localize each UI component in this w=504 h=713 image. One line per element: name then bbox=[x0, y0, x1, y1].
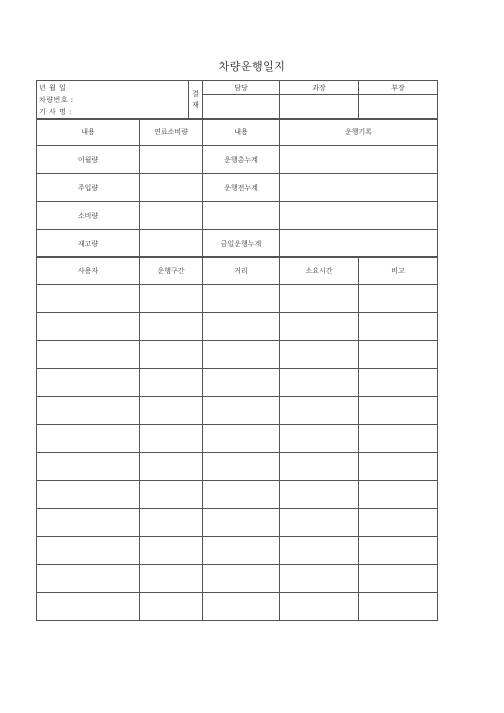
fuel-value-cell[interactable] bbox=[140, 146, 203, 174]
log-cell-duration[interactable] bbox=[280, 285, 359, 313]
record-row-label: 금일운행누계 bbox=[203, 230, 280, 258]
log-cell-duration[interactable] bbox=[280, 397, 359, 425]
log-cell-distance[interactable] bbox=[203, 397, 280, 425]
log-cell-distance[interactable] bbox=[203, 425, 280, 453]
log-cell-distance[interactable] bbox=[203, 593, 280, 621]
log-cell-user[interactable] bbox=[37, 509, 140, 537]
approver-staff: 담당 bbox=[203, 81, 280, 95]
record-row-label: 운행총누계 bbox=[203, 146, 280, 174]
fuel-header-consumption: 연료소비량 bbox=[140, 119, 203, 146]
log-header-user: 사용자 bbox=[37, 257, 140, 285]
trip-log-table bbox=[36, 256, 438, 621]
fuel-table bbox=[36, 118, 438, 258]
table-row bbox=[37, 509, 438, 537]
approval-char-1: 결 bbox=[192, 90, 199, 98]
vehicle-info-cell bbox=[37, 81, 189, 120]
signature-box-manager[interactable] bbox=[280, 95, 359, 120]
log-cell-duration[interactable] bbox=[280, 313, 359, 341]
table-row bbox=[37, 425, 438, 453]
log-cell-duration[interactable] bbox=[280, 425, 359, 453]
log-header-route: 운행구간 bbox=[140, 257, 203, 285]
page-title: 차량운행일지 bbox=[218, 60, 286, 73]
record-value-cell[interactable] bbox=[280, 230, 438, 258]
log-cell-remarks[interactable] bbox=[359, 341, 438, 369]
log-cell-remarks[interactable] bbox=[359, 593, 438, 621]
trip-log-body bbox=[37, 285, 438, 621]
fuel-value-cell[interactable] bbox=[140, 174, 203, 202]
log-cell-route[interactable] bbox=[140, 285, 203, 313]
fuel-row-label: 이월량 bbox=[37, 146, 140, 174]
log-cell-distance[interactable] bbox=[203, 453, 280, 481]
log-cell-user[interactable] bbox=[37, 397, 140, 425]
log-header-remarks: 비고 bbox=[359, 257, 438, 285]
table-row bbox=[37, 453, 438, 481]
log-cell-user[interactable] bbox=[37, 481, 140, 509]
approval-char-2: 재 bbox=[192, 101, 199, 109]
log-cell-remarks[interactable] bbox=[359, 425, 438, 453]
record-value-cell[interactable] bbox=[280, 146, 438, 174]
log-cell-distance[interactable] bbox=[203, 565, 280, 593]
table-row bbox=[37, 397, 438, 425]
log-cell-user[interactable] bbox=[37, 369, 140, 397]
log-cell-distance[interactable] bbox=[203, 313, 280, 341]
log-cell-user[interactable] bbox=[37, 593, 140, 621]
approver-director: 부장 bbox=[359, 81, 438, 95]
table-row bbox=[37, 565, 438, 593]
table-row bbox=[37, 369, 438, 397]
log-cell-user[interactable] bbox=[37, 341, 140, 369]
log-cell-duration[interactable] bbox=[280, 509, 359, 537]
log-cell-remarks[interactable] bbox=[359, 369, 438, 397]
signature-box-staff[interactable] bbox=[203, 95, 280, 120]
table-row bbox=[37, 481, 438, 509]
log-cell-route[interactable] bbox=[140, 369, 203, 397]
table-row bbox=[37, 341, 438, 369]
driver-name-label: 기 사 명 : bbox=[39, 108, 72, 116]
log-cell-distance[interactable] bbox=[203, 285, 280, 313]
log-cell-route[interactable] bbox=[140, 537, 203, 565]
table-row bbox=[37, 285, 438, 313]
log-cell-distance[interactable] bbox=[203, 369, 280, 397]
log-cell-duration[interactable] bbox=[280, 453, 359, 481]
log-cell-remarks[interactable] bbox=[359, 453, 438, 481]
log-cell-route[interactable] bbox=[140, 425, 203, 453]
log-header-distance: 거리 bbox=[203, 257, 280, 285]
log-cell-route[interactable] bbox=[140, 509, 203, 537]
log-cell-remarks[interactable] bbox=[359, 537, 438, 565]
log-cell-remarks[interactable] bbox=[359, 565, 438, 593]
approver-manager: 과장 bbox=[280, 81, 359, 95]
date-label: 년 월 일 bbox=[39, 84, 67, 92]
log-cell-user[interactable] bbox=[37, 313, 140, 341]
log-cell-user[interactable] bbox=[37, 285, 140, 313]
log-cell-distance[interactable] bbox=[203, 509, 280, 537]
approval-label-cell bbox=[189, 81, 203, 120]
fuel-row-label: 주입량 bbox=[37, 174, 140, 202]
log-cell-route[interactable] bbox=[140, 481, 203, 509]
log-cell-route[interactable] bbox=[140, 341, 203, 369]
fuel-header-record: 운행기록 bbox=[280, 119, 438, 146]
log-cell-user[interactable] bbox=[37, 425, 140, 453]
fuel-header-content: 내용 bbox=[37, 119, 140, 146]
log-cell-distance[interactable] bbox=[203, 341, 280, 369]
fuel-value-cell[interactable] bbox=[140, 202, 203, 230]
log-cell-remarks[interactable] bbox=[359, 397, 438, 425]
log-header-duration: 소요시간 bbox=[280, 257, 359, 285]
log-cell-distance[interactable] bbox=[203, 537, 280, 565]
table-row bbox=[37, 313, 438, 341]
log-cell-remarks[interactable] bbox=[359, 481, 438, 509]
log-cell-remarks[interactable] bbox=[359, 285, 438, 313]
log-cell-remarks[interactable] bbox=[359, 509, 438, 537]
log-cell-duration[interactable] bbox=[280, 565, 359, 593]
table-row bbox=[37, 537, 438, 565]
signature-box-director[interactable] bbox=[359, 95, 438, 120]
log-cell-route[interactable] bbox=[140, 313, 203, 341]
log-cell-route[interactable] bbox=[140, 565, 203, 593]
fuel-header-content-2: 내용 bbox=[203, 119, 280, 146]
log-cell-user[interactable] bbox=[37, 537, 140, 565]
record-value-cell[interactable] bbox=[280, 202, 438, 230]
vehicle-number-label: 차량번호 : bbox=[39, 96, 74, 104]
fuel-value-cell[interactable] bbox=[140, 230, 203, 258]
log-cell-user[interactable] bbox=[37, 565, 140, 593]
log-cell-remarks[interactable] bbox=[359, 313, 438, 341]
log-cell-duration[interactable] bbox=[280, 481, 359, 509]
log-cell-duration[interactable] bbox=[280, 369, 359, 397]
log-cell-duration[interactable] bbox=[280, 593, 359, 621]
log-cell-route[interactable] bbox=[140, 453, 203, 481]
log-cell-duration[interactable] bbox=[280, 537, 359, 565]
fuel-row-label: 재고량 bbox=[37, 230, 140, 258]
record-row-label: 운행전누계 bbox=[203, 174, 280, 202]
record-row-label bbox=[203, 202, 280, 230]
log-cell-duration[interactable] bbox=[280, 341, 359, 369]
fuel-row-label: 소비량 bbox=[37, 202, 140, 230]
log-cell-route[interactable] bbox=[140, 593, 203, 621]
table-row bbox=[37, 593, 438, 621]
header-table bbox=[36, 80, 438, 120]
log-cell-distance[interactable] bbox=[203, 481, 280, 509]
log-cell-route[interactable] bbox=[140, 397, 203, 425]
log-cell-user[interactable] bbox=[37, 453, 140, 481]
record-value-cell[interactable] bbox=[280, 174, 438, 202]
